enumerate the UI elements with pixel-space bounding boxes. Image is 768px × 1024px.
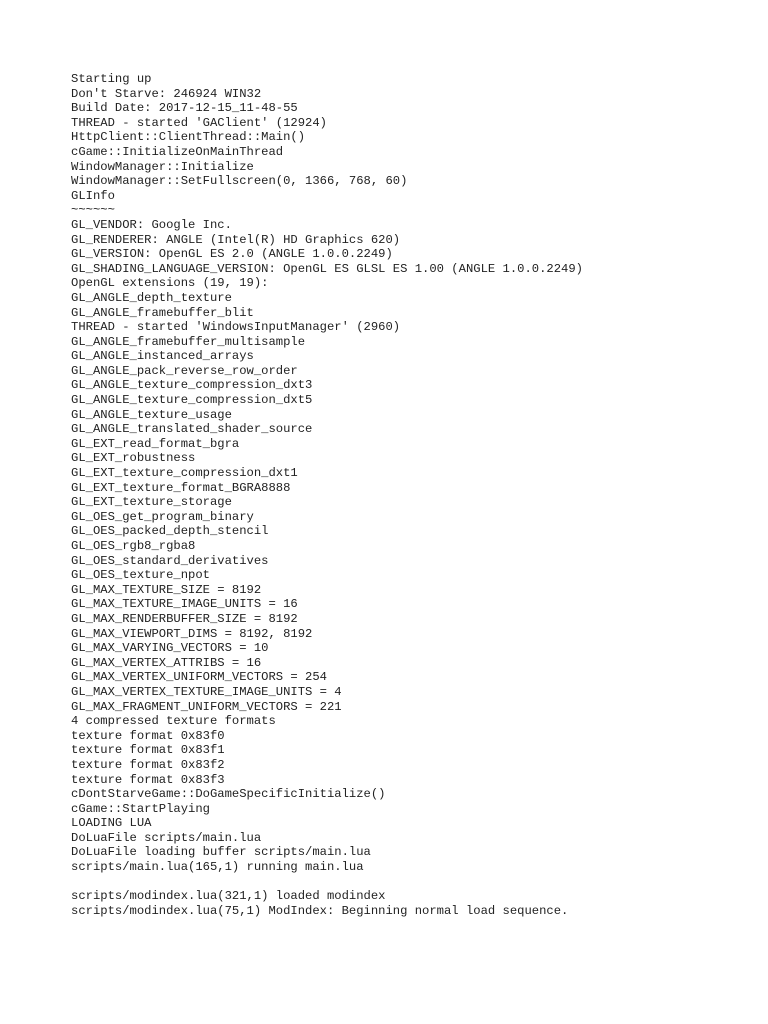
log-line: GL_ANGLE_texture_usage xyxy=(71,407,232,422)
log-line: OpenGL extensions (19, 19): xyxy=(71,276,269,291)
log-line: Build Date: 2017-12-15_11-48-55 xyxy=(71,101,298,116)
log-line: 4 compressed texture formats xyxy=(71,714,276,729)
log-line: GL_MAX_VERTEX_TEXTURE_IMAGE_UNITS = 4 xyxy=(71,684,342,699)
log-line: GL_EXT_texture_format_BGRA8888 xyxy=(71,480,291,495)
log-line: GL_EXT_texture_storage xyxy=(71,495,232,510)
log-line: THREAD - started 'GAClient' (12924) xyxy=(71,115,327,130)
log-line: THREAD - started 'WindowsInputManager' (2960) xyxy=(71,320,401,335)
log-line: GL_MAX_VARYING_VECTORS = 10 xyxy=(71,641,269,656)
log-line: GL_OES_standard_derivatives xyxy=(71,553,269,568)
log-text xyxy=(71,72,583,918)
log-line: GL_MAX_VERTEX_ATTRIBS = 16 xyxy=(71,655,262,670)
log-line: GL_ANGLE_depth_texture xyxy=(71,290,232,305)
log-line: WindowManager::SetFullscreen(0, 1366, 768, 60) xyxy=(71,174,408,189)
log-line: DoLuaFile scripts/main.lua xyxy=(71,830,262,845)
log-line: GL_OES_get_program_binary xyxy=(71,509,254,524)
log-line: GL_ANGLE_pack_reverse_row_order xyxy=(71,363,298,378)
log-line: GL_MAX_TEXTURE_SIZE = 8192 xyxy=(71,582,262,597)
log-line: Don't Starve: 246924 WIN32 xyxy=(71,86,262,101)
log-line: GL_VENDOR: Google Inc. xyxy=(71,217,232,232)
log-line: GL_RENDERER: ANGLE (Intel(R) HD Graphics 620) xyxy=(71,232,401,247)
log-line: GL_ANGLE_instanced_arrays xyxy=(71,349,254,364)
log-line: LOADING LUA xyxy=(71,816,152,831)
log-line: GL_MAX_VIEWPORT_DIMS = 8192, 8192 xyxy=(71,626,313,641)
log-line: cDontStarveGame::DoGameSpecificInitialize() xyxy=(71,787,386,802)
log-line: GL_EXT_read_format_bgra xyxy=(71,436,240,451)
log-line: scripts/modindex.lua(75,1) ModIndex: Beginning normal load sequence. xyxy=(71,903,569,918)
log-line: texture format 0x83f0 xyxy=(71,728,225,743)
log-line: GL_ANGLE_translated_shader_source xyxy=(71,422,313,437)
log-line: GL_ANGLE_framebuffer_multisample xyxy=(71,334,306,349)
log-line: GL_MAX_RENDERBUFFER_SIZE = 8192 xyxy=(71,611,298,626)
log-line: GL_EXT_robustness xyxy=(71,451,196,466)
log-line: GL_MAX_VERTEX_UNIFORM_VECTORS = 254 xyxy=(71,670,327,685)
log-line: GL_OES_texture_npot xyxy=(71,568,210,583)
log-line: cGame::InitializeOnMainThread xyxy=(71,144,284,159)
log-line: GL_VERSION: OpenGL ES 2.0 (ANGLE 1.0.0.2249) xyxy=(71,247,393,262)
blank-line xyxy=(71,875,583,890)
log-line: texture format 0x83f2 xyxy=(71,757,225,772)
log-line: GL_OES_rgb8_rgba8 xyxy=(71,539,196,553)
log-line: GL_SHADING_LANGUAGE_VERSION: OpenGL ES GLSL ES 1.00 (ANGLE 1.0.0.2249) xyxy=(71,261,583,276)
log-line: GL_MAX_FRAGMENT_UNIFORM_VECTORS = 221 xyxy=(71,699,342,714)
log-line: DoLuaFile loading buffer scripts/main.lua xyxy=(71,845,371,860)
log-line: texture format 0x83f3 xyxy=(71,772,225,787)
log-line: scripts/main.lua(165,1) running main.lua xyxy=(71,860,364,875)
log-line: texture format 0x83f1 xyxy=(71,743,225,758)
log-line: GL_ANGLE_framebuffer_blit xyxy=(71,305,254,320)
log-line: HttpClient::ClientThread::Main() xyxy=(71,130,306,145)
log-line: Starting up xyxy=(71,72,152,86)
log-line: GL_OES_packed_depth_stencil xyxy=(71,524,269,539)
log-line: GL_ANGLE_texture_compression_dxt3 xyxy=(71,378,313,393)
log-line: GLInfo xyxy=(71,188,115,203)
log-line: WindowManager::Initialize xyxy=(71,159,254,174)
log-line: cGame::StartPlaying xyxy=(71,801,210,816)
log-line: GL_MAX_TEXTURE_IMAGE_UNITS = 16 xyxy=(71,597,298,612)
log-line: GL_EXT_texture_compression_dxt1 xyxy=(71,466,298,481)
log-line: GL_ANGLE_texture_compression_dxt5 xyxy=(71,393,313,408)
log-line: ~~~~~~ xyxy=(71,203,115,218)
log-line: scripts/modindex.lua(321,1) loaded modindex xyxy=(71,889,386,904)
